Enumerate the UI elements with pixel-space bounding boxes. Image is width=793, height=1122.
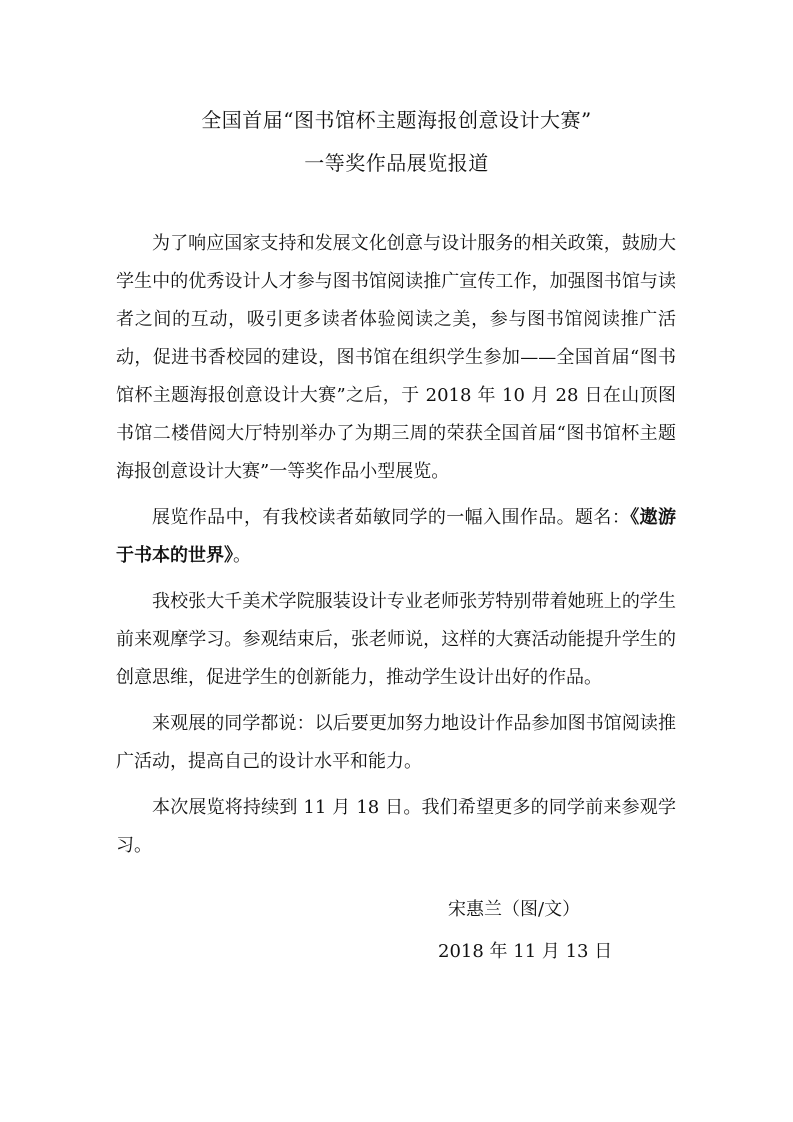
work-title: 《遨游于书本的世界》 (116, 507, 677, 566)
paragraph-2-end: 。 (233, 545, 251, 566)
paragraph-2-text: 展览作品中，有我校读者茹敏同学的一幅入围作品。题名： (152, 507, 631, 528)
author-signature: 宋惠兰（图/文） (448, 899, 581, 920)
document-title-line-2: 一等奖作品展览报道 (304, 151, 489, 175)
article-body (116, 225, 676, 873)
paragraph-5: 本次展览将持续到 11 月 18 日。我们希望更多的同学前来参观学习。 (116, 797, 676, 856)
signature-date: 2018 年 11 月 13 日 (438, 941, 613, 962)
paragraph-2 (116, 499, 676, 575)
paragraph-3: 我校张大千美术学院服装设计专业老师张芳特别带着她班上的学生前来观摩学习。参观结束后，张老师说，这样的大赛活动能提升学生的创意思维，促进学生的创新能力，推动学生设计出好的作品。 (116, 591, 676, 688)
paragraph-1: 为了响应国家支持和发展文化创意与设计服务的相关政策，鼓励大学生中的优秀设计人才参与图书馆阅读推广宣传工作，加强图书馆与读者之间的互动，吸引更多读者体验阅读之美，参与图书馆阅读推广活动，促进书香校园的建设，图书馆在组织学生参加——全国首届“图书馆杯主题海报创意设计大赛”之后，于 2018 年 10 月 28 日在山顶图书馆二楼借阅大厅特别举办了为期三周的荣获全国首届“图书馆杯主题海报创意设计大赛”一等奖作品小型展览。 (116, 233, 676, 482)
paragraph-4: 来观展的同学都说：以后要更加努力地设计作品参加图书馆阅读推广活动，提高自己的设计水平和能力。 (116, 713, 676, 772)
document-title-line-1: 全国首届“图书馆杯主题海报创意设计大赛” (201, 108, 592, 132)
